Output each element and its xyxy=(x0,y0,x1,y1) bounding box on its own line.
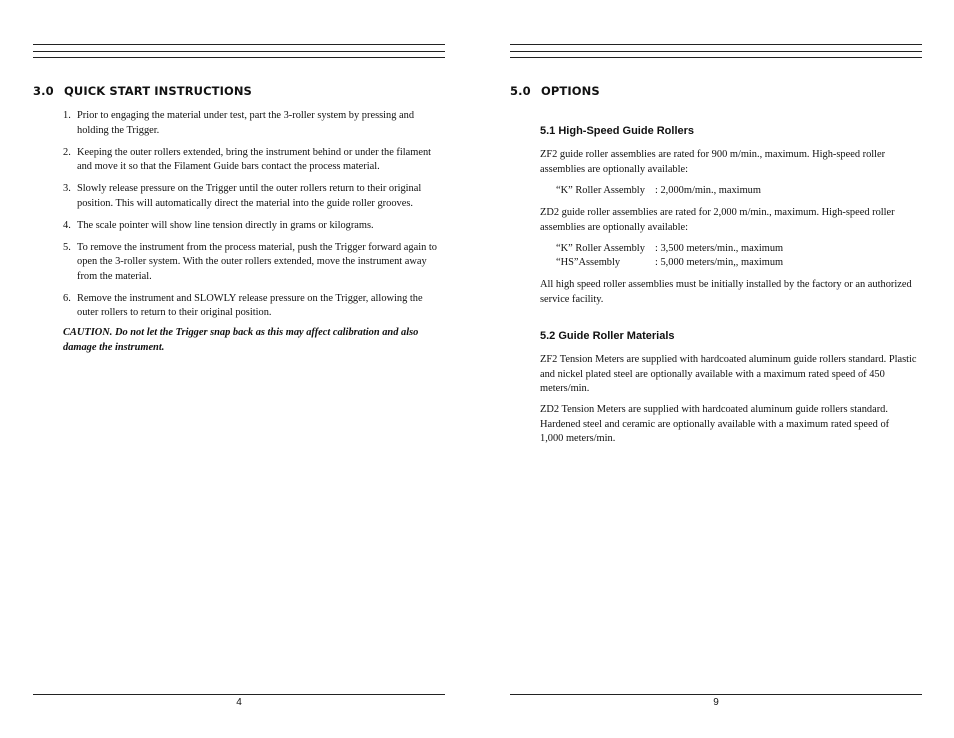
section-number: 3.0 xyxy=(33,84,54,98)
paragraph: ZF2 Tension Meters are supplied with hardcoated aluminum guide rollers standard. Plastic and nickel plated steel are optionally available with a maximum rated speed of 450 meters/min. xyxy=(540,354,917,394)
item-text: To remove the instrument from the process material, push the Trigger forward again to open the 3-roller system. With the outer rollers extended, move the instrument away from the material. xyxy=(77,241,437,282)
header-rule xyxy=(510,44,922,45)
list-item xyxy=(33,241,445,285)
header-rule xyxy=(510,51,922,52)
caution-note: CAUTION. Do not let the Trigger snap back as this may affect calibration and also damage the instrument. xyxy=(63,327,419,353)
header-rule xyxy=(510,57,922,58)
spec-label: “K” Roller Assembly xyxy=(556,185,645,196)
page-number: 4 xyxy=(236,697,242,708)
item-number: 2. xyxy=(63,146,71,158)
left-page xyxy=(33,0,445,738)
list-item xyxy=(33,109,445,138)
item-text: Remove the instrument and SLOWLY release pressure on the Trigger, allowing the outer rollers to return to their original position. xyxy=(77,292,423,318)
item-text: Slowly release pressure on the Trigger until the outer rollers return to their original position. This will automatically direct the material into the guide roller grooves. xyxy=(77,183,422,209)
spec-line xyxy=(556,256,783,271)
spec-value: : 2,000m/min., maximum xyxy=(655,185,761,196)
item-text: The scale pointer will show line tension directly in grams or kilograms. xyxy=(77,219,374,231)
header-rule xyxy=(33,57,445,58)
item-number: 1. xyxy=(63,110,71,121)
item-number: 5. xyxy=(63,241,71,253)
header-rule xyxy=(33,51,445,52)
list-item xyxy=(33,219,445,234)
item-number: 3. xyxy=(63,183,71,194)
section-number: 5.0 xyxy=(510,84,531,98)
list-item xyxy=(33,182,445,211)
list-item xyxy=(33,146,445,175)
item-number: 6. xyxy=(63,292,71,304)
item-number: 4. xyxy=(63,219,71,231)
spec-label: “K” Roller Assembly xyxy=(556,243,645,254)
header-rule xyxy=(33,44,445,45)
paragraph: All high speed roller assemblies must be initially installed by the factory or an authorized service facility. xyxy=(540,279,912,305)
spec-value: : 3,500 meters/min., maximum xyxy=(655,243,784,254)
paragraph: ZF2 guide roller assemblies are rated for 900 m/min., maximum. High-speed roller assemblies are optionally available: xyxy=(540,149,886,175)
page-number: 9 xyxy=(713,697,719,708)
subsection-title: 5.1 High-Speed Guide Rollers xyxy=(540,125,695,137)
paragraph: ZD2 guide roller assemblies are rated for 2,000 m/min., maximum. High-speed roller assemblies are optionally available: xyxy=(540,207,895,233)
spec-line xyxy=(556,242,783,257)
section-heading xyxy=(33,84,252,98)
footer-rule xyxy=(510,694,922,695)
list-item xyxy=(33,292,445,321)
spec-line xyxy=(556,184,761,199)
footer-rule xyxy=(33,694,445,695)
item-text: Keeping the outer rollers extended, bring the instrument behind or under the filament and move it so that the Filament Guide bars contact the process material. xyxy=(77,146,432,172)
spec-value: : 5,000 meters/min,, maximum xyxy=(655,257,784,268)
section-heading xyxy=(510,84,600,98)
item-text: Prior to engaging the material under test, part the 3-roller system by pressing and holding the Trigger. xyxy=(77,110,415,136)
section-title: OPTIONS xyxy=(541,84,600,98)
subsection-title: 5.2 Guide Roller Materials xyxy=(540,330,675,342)
paragraph: ZD2 Tension Meters are supplied with hardcoated aluminum guide rollers standard. Hardened steel and ceramic are optionally available with a maximum rated speed of 1,000 meters/min. xyxy=(540,404,890,444)
section-title: QUICK START INSTRUCTIONS xyxy=(64,84,252,98)
right-page xyxy=(510,0,922,738)
instruction-list xyxy=(33,109,445,328)
spec-label: “HS”Assembly xyxy=(556,257,621,268)
